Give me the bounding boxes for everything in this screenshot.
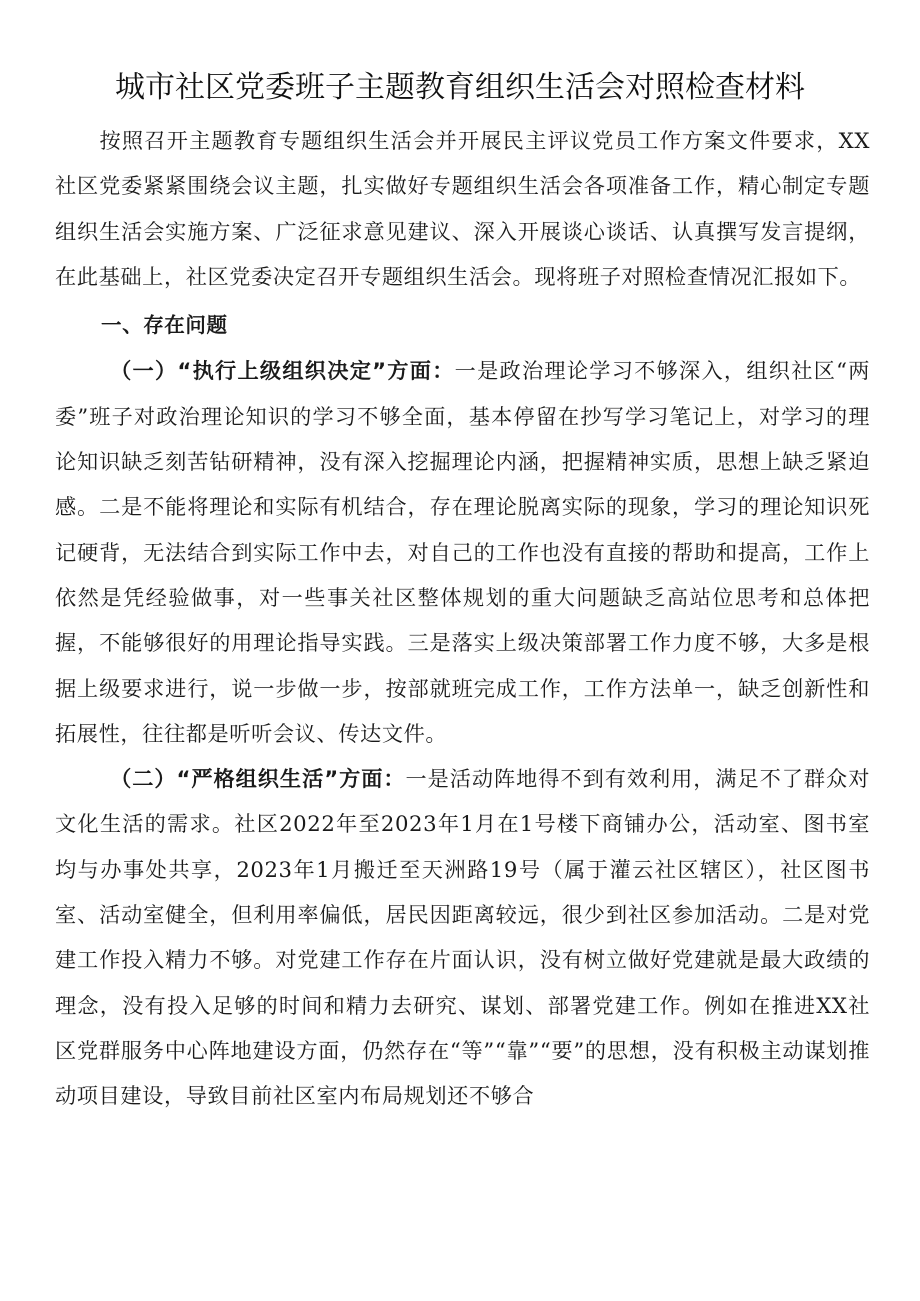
subsection-2-heading: （二）“严格组织生活”方面： (110, 766, 406, 792)
intro-paragraph: 按照召开主题教育专题组织生活会并开展民主评议党员工作方案文件要求，XX社区党委紧紧围绕会议主题，扎实做好专题组织生活会各项准备工作，精心制定专题组织生活会实施方案、广泛征求意见建议、深入开展谈心谈话、认真撰写发言提纲，在此基础上，社区党委决定召开专题组织生活会。现将班子对照检查情况汇报如下。 (55, 128, 870, 289)
subsection-1-paragraph (55, 348, 870, 756)
subsection-2-body: 一是活动阵地得不到有效利用，满足不了群众对文化生活的需求。社区2022年至2023年1月在1号楼下商铺办公，活动室、图书室均与办事处共享，2023年1月搬迁至天洲路19号（属于灌云社区辖区），社区图书室、活动室健全，但利用率偏低，居民因距离较远，很少到社区参加活动。二是对党建工作投入精力不够。对党建工作存在片面认识，没有树立做好党建就是最大政绩的理念，没有投入足够的时间和精力去研究、谋划、部署党建工作。例如在推进XX社区党群服务中心阵地建设方面，仍然存在“等”“靠”“要”的思想，没有积极主动谋划推动项目建设，导致目前社区室内布局规划还不够合 (55, 766, 870, 1109)
document-body (55, 118, 870, 1119)
subsection-1-heading: （一）“执行上级组织决定”方面： (110, 358, 455, 384)
section-heading-problems: 一、存在问题 (101, 313, 228, 338)
subsection-1-body: 一是政治理论学习不够深入，组织社区“两委”班子对政治理论知识的学习不够全面，基本停留在抄写学习笔记上，对学习的理论知识缺乏刻苦钻研精神，没有深入挖掘理论内涵，把握精神实质，思想上缺乏紧迫感。二是不能将理论和实际有机结合，存在理论脱离实际的现象，学习的理论知识死记硬背，无法结合到实际工作中去，对自己的工作也没有直接的帮助和提高，工作上依然是凭经验做事，对一些事关社区整体规划的重大问题缺乏高站位思考和总体把握，不能够很好的用理论指导实践。三是落实上级决策部署工作力度不够，大多是根据上级要求进行，说一步做一步，按部就班完成工作，工作方法单一，缺乏创新性和拓展性，往往都是听听会议、传达文件。 (55, 358, 871, 746)
document-title: 城市社区党委班子主题教育组织生活会对照检查材料 (115, 70, 805, 105)
subsection-2-paragraph (55, 756, 870, 1118)
